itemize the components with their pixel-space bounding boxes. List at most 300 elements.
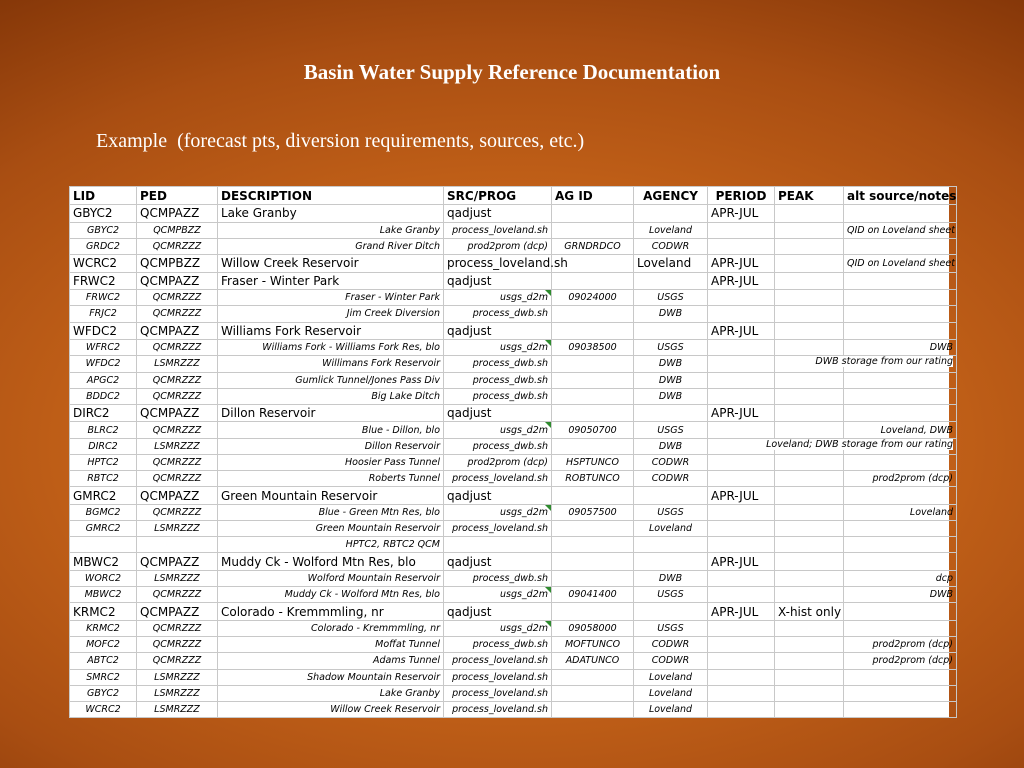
cell-lid — [70, 504, 137, 520]
column-header-peak: PEAK — [775, 187, 844, 205]
table-row — [70, 205, 957, 223]
cell-period — [708, 238, 775, 254]
cell-agency — [634, 521, 708, 537]
cell-text: KRMC2 — [86, 623, 120, 635]
cell-text: QCMRZZZ — [152, 639, 202, 651]
cell-description — [218, 669, 444, 685]
cell-peak — [775, 306, 844, 322]
cell-lid — [70, 388, 137, 404]
cell-text: process_loveland.sh — [452, 224, 548, 236]
cell-text: qadjust — [447, 206, 492, 221]
cell-description — [218, 322, 444, 340]
cell-text: MOFTUNCO — [564, 639, 621, 651]
cell-ag-id — [552, 620, 634, 636]
cell-text: QCMRZZZ — [152, 292, 202, 304]
cell-text: LSMRZZZ — [154, 573, 200, 585]
cell-text: USGS — [657, 506, 684, 518]
cell-lid — [70, 372, 137, 388]
cell-ag-id — [552, 422, 634, 438]
cell-notes — [844, 487, 957, 505]
cell-agency — [634, 388, 708, 404]
cell-text: DWB — [658, 308, 683, 320]
column-header-notes: alt source/notes — [844, 187, 957, 205]
cell-lid — [70, 254, 137, 272]
cell-text: Loveland — [648, 671, 693, 683]
cell-period — [708, 669, 775, 685]
table-row — [70, 620, 957, 636]
cell-agency — [634, 306, 708, 322]
cell-text: 09050700 — [568, 424, 617, 436]
cell-period — [708, 570, 775, 586]
table-row — [70, 637, 957, 653]
cell-text: process_dwb.sh — [472, 639, 548, 651]
cell-text: Williams Fork Reservoir — [221, 323, 362, 338]
table-row — [70, 290, 957, 306]
cell-text: GBYC2 — [86, 224, 120, 236]
cell-text: DWB — [658, 374, 683, 386]
cell-agency — [634, 438, 708, 454]
cell-notes — [844, 553, 957, 571]
column-header-ped: PED — [137, 187, 218, 205]
table-row — [70, 521, 957, 537]
cell-text: Loveland; DWB storage from our rating — [766, 438, 953, 450]
column-header-period: PERIOD — [708, 187, 775, 205]
cell-text: Lake Granby — [379, 687, 440, 699]
cell-text: process_loveland.sh — [447, 256, 568, 271]
cell-text: APR-JUL — [711, 488, 759, 503]
cell-lid — [70, 422, 137, 438]
cell-text: Loveland, DWB — [880, 424, 953, 436]
cell-ag-id — [552, 504, 634, 520]
cell-text: Dillon Reservoir — [364, 440, 440, 452]
cell-period — [708, 701, 775, 717]
cell-notes — [766, 438, 957, 454]
cell-description — [218, 372, 444, 388]
cell-src-prog — [444, 238, 552, 254]
cell-description — [218, 356, 444, 372]
cell-src-prog — [444, 587, 552, 603]
cell-text: process_loveland.sh — [452, 473, 548, 485]
column-header-lid: LID — [70, 187, 137, 205]
cell-text: prod2prom (dcp) — [467, 456, 548, 468]
cell-period — [708, 222, 775, 238]
cell-text: GMRC2 — [73, 488, 117, 503]
cell-ag-id — [552, 603, 634, 621]
cell-text: QCMRZZZ — [152, 390, 202, 402]
column-header-agency: AGENCY — [634, 187, 708, 205]
cell-agency — [634, 254, 708, 272]
cell-text: LSMRZZZ — [154, 440, 200, 452]
cell-ag-id — [552, 372, 634, 388]
cell-text: Muddy Ck - Wolford Mtn Res, blo — [284, 589, 440, 601]
cell-ped — [137, 454, 218, 470]
cell-text: WCRC2 — [73, 256, 117, 271]
column-header-ag-id: AG ID — [552, 187, 634, 205]
cell-text: QCMPBZZ — [153, 224, 201, 236]
table-row — [70, 471, 957, 487]
cell-lid — [70, 322, 137, 340]
cell-lid — [70, 340, 137, 356]
cell-text: USGS — [657, 342, 684, 354]
cell-text: Dillon Reservoir — [221, 406, 316, 421]
cell-ag-id — [552, 553, 634, 571]
cell-text: DWB — [658, 573, 683, 585]
cell-text: DIRC2 — [88, 440, 118, 452]
table-row — [70, 388, 957, 404]
cell-description — [218, 340, 444, 356]
cell-agency — [634, 653, 708, 669]
cell-description — [218, 620, 444, 636]
cell-period — [708, 272, 775, 290]
cell-text: GMRC2 — [85, 523, 121, 535]
cell-description — [218, 504, 444, 520]
cell-text: usgs_d2m — [499, 506, 548, 518]
cell-text: usgs_d2m — [499, 589, 548, 601]
cell-lid — [70, 701, 137, 717]
cell-src-prog — [444, 272, 552, 290]
cell-peak — [775, 504, 844, 520]
spreadsheet-image — [69, 186, 957, 718]
cell-text: qadjust — [447, 323, 492, 338]
cell-period — [708, 290, 775, 306]
cell-lid — [70, 570, 137, 586]
cell-text: Williams Fork - Williams Fork Res, blo — [262, 342, 440, 354]
cell-text: QCMRZZZ — [152, 308, 202, 320]
cell-agency — [634, 553, 708, 571]
cell-peak — [775, 587, 844, 603]
cell-src-prog — [444, 254, 568, 272]
comment-flag-icon — [545, 340, 551, 346]
table-row — [70, 356, 957, 372]
cell-text: USGS — [657, 589, 684, 601]
cell-text: QCMRZZZ — [152, 506, 202, 518]
cell-peak — [775, 340, 844, 356]
cell-text: process_loveland.sh — [452, 671, 548, 683]
cell-text: process_dwb.sh — [472, 358, 548, 370]
cell-lid — [70, 438, 137, 454]
cell-text: CODWR — [651, 639, 690, 651]
cell-ped — [137, 422, 218, 438]
cell-agency — [634, 537, 708, 553]
cell-text: Big Lake Ditch — [371, 390, 440, 402]
cell-notes — [815, 356, 957, 372]
cell-notes — [844, 685, 957, 701]
cell-peak — [775, 238, 844, 254]
cell-ped — [137, 685, 218, 701]
cell-text: QCMRZZZ — [152, 589, 202, 601]
cell-text: DWB — [929, 589, 953, 601]
cell-description — [218, 438, 444, 454]
cell-text: GRNDRDCO — [564, 240, 621, 252]
cell-text: APGC2 — [86, 374, 120, 386]
table-row — [70, 254, 957, 272]
cell-text: LSMRZZZ — [154, 523, 200, 535]
cell-text: FRWC2 — [73, 273, 116, 288]
table-row — [70, 504, 957, 520]
cell-agency — [634, 504, 708, 520]
cell-period — [708, 438, 775, 454]
cell-text: HSPTUNCO — [566, 456, 619, 468]
cell-period — [708, 685, 775, 701]
cell-description — [218, 637, 444, 653]
cell-peak — [775, 290, 844, 306]
cell-text: LSMRZZZ — [154, 358, 200, 370]
cell-text: QCMRZZZ — [152, 623, 202, 635]
column-header-src-prog: SRC/PROG — [444, 187, 552, 205]
cell-text: QCMPAZZ — [140, 273, 200, 288]
cell-src-prog — [444, 504, 552, 520]
cell-text: MBWC2 — [73, 554, 120, 569]
cell-period — [708, 471, 775, 487]
cell-text: Fraser - Winter Park — [345, 292, 440, 304]
table-header-row — [70, 187, 957, 205]
table-row — [70, 438, 957, 454]
cell-src-prog — [444, 306, 552, 322]
cell-description — [218, 701, 444, 717]
reference-table — [69, 186, 957, 718]
cell-agency — [634, 290, 708, 306]
table-row — [70, 272, 957, 290]
cell-notes — [844, 570, 957, 586]
cell-text: 09024000 — [568, 292, 617, 304]
cell-text: Jim Creek Diversion — [346, 308, 440, 320]
table-row — [70, 669, 957, 685]
cell-text: LSMRZZZ — [154, 687, 200, 699]
cell-period — [708, 205, 775, 223]
cell-agency — [634, 222, 708, 238]
cell-peak — [775, 537, 844, 553]
cell-src-prog — [444, 356, 552, 372]
cell-text: GBYC2 — [86, 687, 120, 699]
cell-notes — [844, 653, 957, 669]
cell-peak — [775, 388, 844, 404]
cell-text: qadjust — [447, 604, 492, 619]
cell-ped — [137, 553, 218, 571]
cell-peak — [775, 603, 844, 621]
cell-text: QCMRZZZ — [152, 374, 202, 386]
cell-text: prod2prom (dcp) — [872, 655, 953, 667]
cell-notes — [844, 340, 957, 356]
cell-peak — [775, 254, 844, 272]
cell-lid — [70, 587, 137, 603]
cell-lid — [70, 404, 137, 422]
cell-ped — [137, 388, 218, 404]
cell-peak — [775, 404, 844, 422]
cell-src-prog — [444, 653, 552, 669]
cell-ped — [137, 471, 218, 487]
cell-description — [218, 454, 444, 470]
cell-text: APR-JUL — [711, 273, 759, 288]
cell-ped — [137, 205, 218, 223]
cell-notes — [844, 322, 957, 340]
cell-text: process_dwb.sh — [472, 573, 548, 585]
cell-text: WFDC2 — [73, 323, 118, 338]
cell-text: RBTC2 — [87, 473, 119, 485]
cell-text: Blue - Green Mtn Res, blo — [318, 506, 440, 518]
cell-text: QCMRZZZ — [152, 240, 202, 252]
cell-lid — [70, 620, 137, 636]
table-row — [70, 487, 957, 505]
cell-text: WCRC2 — [85, 703, 121, 715]
cell-src-prog — [444, 521, 552, 537]
cell-description — [218, 685, 444, 701]
cell-text: DWB — [658, 390, 683, 402]
cell-peak — [775, 553, 844, 571]
cell-peak — [775, 570, 844, 586]
cell-period — [708, 487, 775, 505]
cell-ped — [137, 603, 218, 621]
cell-ped — [137, 521, 218, 537]
cell-description — [218, 388, 444, 404]
cell-src-prog — [444, 388, 552, 404]
cell-src-prog — [444, 620, 552, 636]
cell-peak — [775, 372, 844, 388]
cell-notes — [844, 238, 957, 254]
cell-text: process_loveland.sh — [452, 655, 548, 667]
cell-src-prog — [444, 701, 552, 717]
cell-notes — [844, 620, 957, 636]
cell-description — [218, 570, 444, 586]
cell-text: MBWC2 — [84, 589, 122, 601]
cell-ped — [137, 254, 218, 272]
cell-agency — [634, 322, 708, 340]
cell-ped — [137, 620, 218, 636]
cell-ag-id — [552, 238, 634, 254]
cell-ped — [137, 669, 218, 685]
cell-notes — [844, 669, 957, 685]
cell-src-prog — [444, 570, 552, 586]
cell-text: usgs_d2m — [499, 342, 548, 354]
cell-peak — [775, 422, 844, 438]
cell-text: qadjust — [447, 273, 492, 288]
cell-ped — [137, 340, 218, 356]
cell-description — [218, 404, 444, 422]
cell-period — [708, 537, 775, 553]
cell-text: 09038500 — [568, 342, 617, 354]
cell-lid — [70, 205, 137, 223]
cell-text: Fraser - Winter Park — [221, 273, 340, 288]
cell-agency — [634, 404, 708, 422]
cell-description — [218, 487, 444, 505]
cell-text: prod2prom (dcp) — [872, 473, 953, 485]
cell-src-prog — [444, 487, 552, 505]
cell-notes — [844, 388, 957, 404]
cell-period — [708, 356, 775, 372]
cell-lid — [70, 306, 137, 322]
cell-text: Colorado - Kremmmling, nr — [221, 604, 384, 619]
cell-period — [708, 637, 775, 653]
cell-ped — [137, 272, 218, 290]
cell-text: WFRC2 — [85, 342, 121, 354]
cell-description — [218, 272, 444, 290]
cell-text: QCMRZZZ — [152, 655, 202, 667]
cell-text: GBYC2 — [73, 206, 113, 221]
cell-text: USGS — [657, 292, 684, 304]
cell-period — [708, 521, 775, 537]
cell-agency — [634, 587, 708, 603]
cell-description — [218, 205, 444, 223]
cell-description — [218, 553, 444, 571]
cell-ped — [137, 438, 218, 454]
cell-text: WORC2 — [84, 573, 122, 585]
cell-ag-id — [552, 306, 634, 322]
cell-period — [708, 306, 775, 322]
comment-flag-icon — [545, 505, 551, 511]
cell-text: APR-JUL — [711, 406, 759, 421]
cell-text: HPTC2 — [87, 456, 119, 468]
cell-notes — [844, 290, 957, 306]
cell-agency — [634, 603, 708, 621]
cell-description — [218, 471, 444, 487]
cell-text: Willow Creek Reservoir — [330, 703, 440, 715]
cell-src-prog — [444, 553, 552, 571]
cell-lid — [70, 553, 137, 571]
cell-text: process_loveland.sh — [452, 687, 548, 699]
cell-ped — [137, 356, 218, 372]
cell-text: LSMRZZZ — [154, 671, 200, 683]
cell-agency — [634, 471, 708, 487]
cell-ag-id — [552, 404, 634, 422]
table-row — [70, 570, 957, 586]
cell-peak — [775, 653, 844, 669]
cell-agency — [634, 356, 708, 372]
cell-peak — [775, 521, 844, 537]
cell-text: MOFC2 — [86, 639, 120, 651]
cell-description — [218, 290, 444, 306]
cell-text: WFDC2 — [85, 358, 121, 370]
cell-text: QCMPAZZ — [140, 554, 200, 569]
cell-description — [218, 422, 444, 438]
cell-ped — [137, 570, 218, 586]
cell-text: USGS — [657, 424, 684, 436]
cell-text: BDDC2 — [86, 390, 120, 402]
cell-text: Muddy Ck - Wolford Mtn Res, blo — [221, 554, 416, 569]
cell-notes — [844, 254, 957, 272]
cell-ped — [137, 322, 218, 340]
table-row — [70, 653, 957, 669]
cell-text: QID on Loveland sheet — [847, 224, 955, 236]
cell-notes — [844, 222, 957, 238]
cell-ag-id — [552, 587, 634, 603]
table-row — [70, 422, 957, 438]
cell-period — [708, 340, 775, 356]
cell-ag-id — [552, 669, 634, 685]
cell-src-prog — [444, 637, 552, 653]
cell-notes — [844, 504, 957, 520]
cell-agency — [634, 701, 708, 717]
cell-ped — [137, 504, 218, 520]
comment-flag-icon — [545, 422, 551, 428]
cell-src-prog — [444, 422, 552, 438]
column-header-description: DESCRIPTION — [218, 187, 444, 205]
cell-lid — [70, 471, 137, 487]
cell-text: DWB — [658, 358, 683, 370]
cell-agency — [634, 637, 708, 653]
cell-text: Grand River Ditch — [355, 240, 440, 252]
cell-text: Loveland — [637, 256, 692, 271]
table-row — [70, 701, 957, 717]
cell-text: Colorado - Kremmmling, nr — [311, 623, 440, 635]
cell-text: KRMC2 — [73, 604, 116, 619]
cell-text: DWB storage from our rating — [815, 356, 953, 368]
cell-description — [218, 306, 444, 322]
cell-notes — [844, 404, 957, 422]
cell-period — [708, 454, 775, 470]
cell-peak — [775, 205, 844, 223]
cell-text: Green Mountain Reservoir — [221, 488, 378, 503]
cell-agency — [634, 570, 708, 586]
cell-text: ADATUNCO — [565, 655, 620, 667]
